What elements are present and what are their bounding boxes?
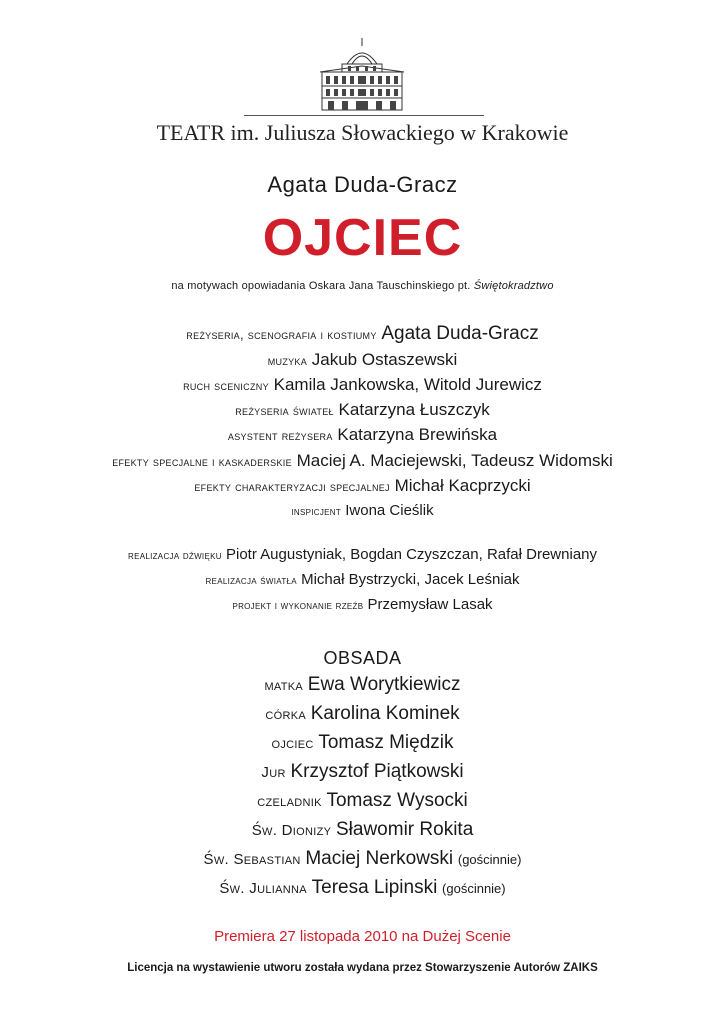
- crew-role: muzyka: [267, 353, 308, 368]
- technical-name: Piotr Augustyniak, Bogdan Czyszczan, Rafał Drewniany: [225, 546, 597, 563]
- cast-row: [0, 732, 725, 754]
- crew-name: Michał Kacprzycki: [394, 476, 531, 495]
- technical-role: realizacja światła: [205, 575, 297, 587]
- theatre-building-logo: [312, 34, 412, 116]
- crew-row: [0, 502, 725, 519]
- crew-name: Jakub Ostaszewski: [311, 350, 458, 369]
- premiere-info: Premiera 27 listopada 2010 na Dużej Scenie: [214, 928, 511, 945]
- cast-role: Św. Dionizy: [251, 822, 332, 839]
- crew-role: reżyseria, scenografia i kostiumy: [186, 327, 377, 342]
- crew-name: Katarzyna Brewińska: [337, 425, 498, 444]
- cast-row: [0, 761, 725, 783]
- theatre-name: TEATR im. Juliusza Słowackiego w Krakowie: [156, 120, 569, 145]
- technical-role: projekt i wykonanie rzeźb: [232, 600, 364, 612]
- motif-work-title: Świętokradztwo: [473, 280, 554, 292]
- crew-row: [0, 476, 725, 496]
- technical-row: [0, 596, 725, 613]
- cast-note: (gościnnie): [457, 852, 522, 867]
- cast-role: Św. Sebastian: [203, 851, 301, 868]
- cast-note: (gościnnie): [442, 881, 506, 896]
- crew-role: inspicjent: [291, 506, 342, 518]
- crew-row: [0, 425, 725, 445]
- crew-row: [0, 400, 725, 420]
- play-author: Agata Duda-Gracz: [267, 172, 458, 197]
- cast-name: Sławomir Rokita: [336, 819, 474, 840]
- cast-row: [0, 790, 725, 812]
- cast-name: Teresa Lipinski: [311, 877, 438, 898]
- crew-role: efekty charakteryzacji specjalnej: [194, 479, 390, 494]
- crew-name: Maciej A. Maciejewski, Tadeusz Widomski: [296, 451, 613, 470]
- cast-name: Maciej Nerkowski: [305, 848, 454, 869]
- cast-row: [0, 674, 725, 696]
- cast-name: Tomasz Wysocki: [326, 790, 468, 811]
- crew-name: Katarzyna Łuszczyk: [338, 400, 490, 419]
- technical-role: realizacja dźwięku: [128, 550, 222, 562]
- logo-divider: [244, 115, 484, 116]
- cast-name: Krzysztof Piątkowski: [290, 761, 464, 782]
- cast-role: matka: [264, 677, 304, 694]
- motif-prefix: na motywach opowiadania Oskara Jana Tauschinskiego pt.: [171, 280, 471, 292]
- crew-row: [0, 375, 725, 395]
- cast-role: czeladnik: [257, 793, 322, 810]
- license-note: Licencja na wystawienie utworu została wydana przez Stowarzyszenie Autorów ZAIKS: [127, 962, 598, 974]
- crew-role: ruch sceniczny: [183, 378, 269, 393]
- cast-heading: OBSADA: [323, 648, 402, 668]
- cast-row: [0, 848, 725, 870]
- crew-role: efekty specjalne i kaskaderskie: [112, 454, 292, 469]
- play-title: OJCIEC: [262, 209, 463, 267]
- cast-role: Św. Julianna: [219, 880, 307, 897]
- cast-row: [0, 819, 725, 841]
- cast-name: Ewa Worytkiewicz: [307, 674, 461, 695]
- crew-row: [0, 451, 725, 471]
- cast-role: ojciec: [271, 735, 314, 752]
- crew-name: Kamila Jankowska, Witold Jurewicz: [273, 375, 542, 394]
- crew-role: reżyseria świateł: [235, 403, 334, 418]
- technical-name: Przemysław Lasak: [367, 596, 493, 613]
- technical-name: Michał Bystrzycki, Jacek Leśniak: [301, 571, 520, 588]
- cast-row: [0, 877, 725, 899]
- crew-name: Iwona Cieślik: [345, 502, 434, 519]
- technical-row: [0, 571, 725, 588]
- cast-role: córka: [265, 706, 306, 723]
- cast-role: Jur: [261, 764, 286, 781]
- cast-name: Karolina Kominek: [310, 703, 460, 724]
- crew-name: Agata Duda-Gracz: [381, 323, 539, 344]
- play-source-note: [0, 280, 725, 292]
- crew-role: asystent reżysera: [227, 428, 333, 443]
- crew-row: [0, 350, 725, 370]
- technical-row: [0, 546, 725, 563]
- cast-name: Tomasz Międzik: [318, 732, 454, 753]
- cast-row: [0, 703, 725, 725]
- crew-row: [0, 323, 725, 345]
